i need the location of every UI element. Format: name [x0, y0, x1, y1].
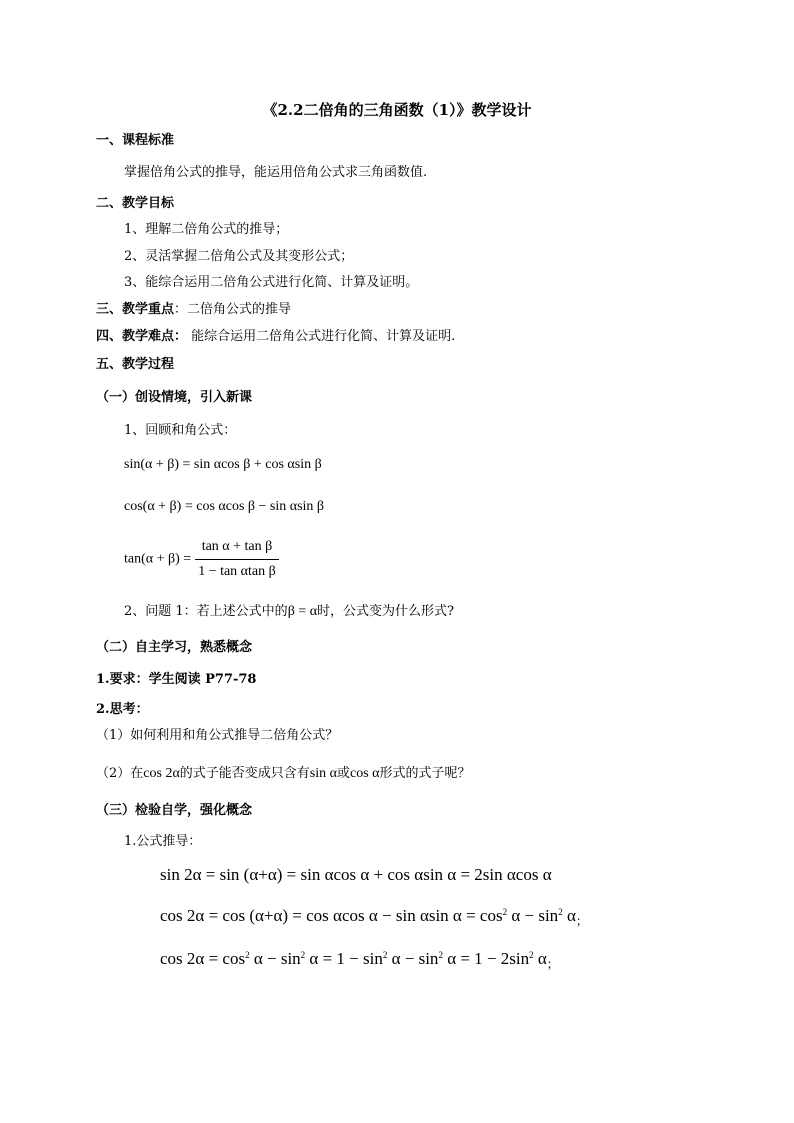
section-heading-process: 五、教学过程 [96, 357, 175, 372]
think-question-2-text: （2）在 [96, 766, 144, 781]
tan-numerator: tan α + tan β [195, 537, 279, 560]
eq3-part: α − sin [387, 949, 439, 968]
recall-label: 1、回顾和角公式： [124, 423, 237, 438]
think-question-2 [96, 765, 471, 783]
think-label: 2.思考： [96, 702, 149, 717]
question-1-math: β = α [287, 604, 318, 619]
eq3-part: α − sin [249, 949, 301, 968]
think-question-2-text: 形式的式子呢？ [379, 766, 471, 781]
part1-heading: （一）创设情境，引入新课 [96, 390, 253, 405]
section-heading-standard: 一、课程标准 [96, 133, 175, 148]
part2-heading: （二）自主学习，熟悉概念 [96, 640, 253, 655]
eq3-exponent: 2 [245, 950, 250, 960]
eq3-semicolon: ； [546, 957, 559, 971]
sin-a-expr: sin α [309, 766, 337, 781]
cos-double-angle-formula-2 [160, 950, 559, 973]
part3-heading: （三）检验自学，强化概念 [96, 803, 253, 818]
eq2-exponent: 2 [558, 907, 563, 917]
difficulty-line [96, 328, 455, 346]
cos-2a-expr: cos 2α [143, 766, 180, 781]
goal-item: 2、灵活掌握二倍角公式及其变形公式； [124, 249, 354, 264]
requirement-line: 1.要求：学生阅读 P77-78 [96, 672, 257, 687]
section-heading-key-point: 三、教学重点 [96, 302, 175, 317]
eq2-part: α − sin [507, 906, 559, 925]
goal-item: 3、能综合运用二倍角公式进行化简、计算及证明。 [124, 275, 419, 290]
sin-double-angle-formula: sin 2α = sin (α+α) = sin αcos α + cos αsin α = 2sin αcos α [160, 865, 552, 884]
document-title: 《2.2二倍角的三角函数（1）》教学设计 [262, 101, 532, 119]
eq3-exponent: 2 [300, 950, 306, 960]
think-question-1: （1）如何利用和角公式推导二倍角公式？ [96, 728, 339, 743]
section-heading-difficulty: 四、教学难点： [96, 329, 188, 344]
key-point-line [96, 301, 291, 319]
cos-double-angle-formula-1 [160, 907, 588, 930]
eq2-part: α [562, 906, 576, 925]
question-1 [124, 603, 454, 621]
standard-text: 掌握倍角公式的推导，能运用倍角公式求三角函数值. [124, 165, 428, 180]
cos-sum-formula: cos(α + β) = cos αcos β − sin αsin β [124, 499, 325, 514]
key-point-text: ：二倍角公式的推导 [174, 302, 292, 317]
think-question-2-text: 的式子能否变成只含有 [179, 766, 310, 781]
think-question-2-text: 或 [336, 766, 350, 781]
eq3-part: cos 2α = cos [160, 949, 246, 968]
tan-sum-formula [124, 537, 279, 582]
tan-lhs: tan(α + β) = [124, 551, 192, 567]
question-1-text: 2、问题 1：若上述公式中的 [124, 604, 288, 619]
cos-a-expr: cos α [350, 766, 380, 781]
eq2-part: cos 2α = cos (α+α) = cos αcos α − sin αsin α = cos [160, 906, 503, 925]
tan-fraction [195, 537, 279, 582]
eq3-exponent: 2 [438, 950, 443, 960]
eq2-semicolon: ； [575, 914, 588, 928]
eq3-part: α [533, 949, 547, 968]
question-1-text-end: 时，公式变为什么形式? [317, 604, 455, 619]
eq3-part: α = 1 − sin [305, 949, 383, 968]
eq3-exponent: 2 [382, 950, 388, 960]
tan-denominator: 1 − tan αtan β [198, 564, 276, 579]
eq3-exponent: 2 [529, 950, 534, 960]
eq3-part: α = 1 − 2sin [442, 949, 530, 968]
section-heading-goals: 二、教学目标 [96, 196, 175, 211]
goal-item: 1、理解二倍角公式的推导； [124, 222, 289, 237]
derive-label: 1.公式推导： [124, 834, 202, 849]
eq2-exponent: 2 [502, 907, 508, 917]
sin-sum-formula: sin(α + β) = sin αcos β + cos αsin β [124, 457, 322, 472]
difficulty-text: 能综合运用二倍角公式进行化简、计算及证明. [187, 329, 456, 344]
